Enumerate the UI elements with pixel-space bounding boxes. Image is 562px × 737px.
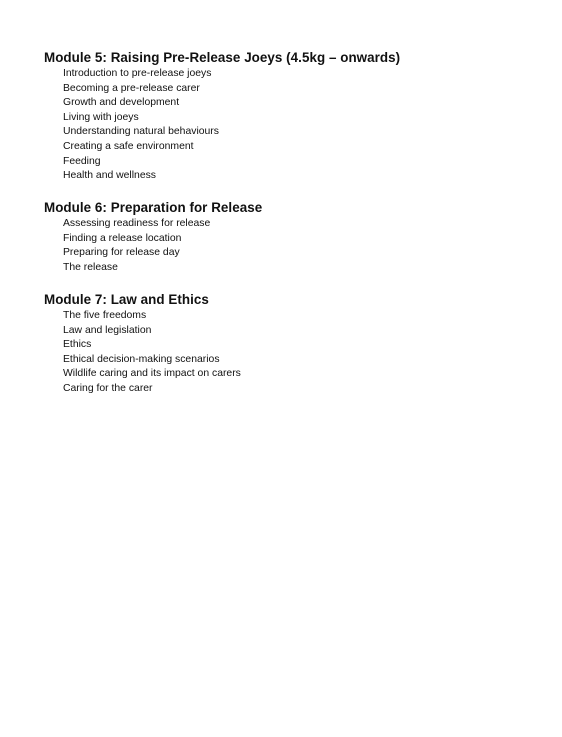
module-6-section	[44, 200, 544, 275]
module-7-section	[44, 292, 544, 397]
module-6-title: Module 6: Preparation for Release	[44, 200, 263, 215]
topic-item: The five freedoms	[63, 310, 147, 321]
topic-item: Health and wellness	[63, 170, 156, 182]
topic-item: Feeding	[63, 155, 101, 167]
module-7-topic-list	[44, 309, 544, 397]
topic-item: Assessing readiness for release	[63, 218, 211, 229]
module-6-topic-list	[44, 217, 544, 275]
topic-item: Living with joeys	[63, 111, 139, 123]
module-7-title: Module 7: Law and Ethics	[44, 292, 209, 307]
module-5-title: Module 5: Raising Pre-Release Joeys (4.5kg – onwards)	[44, 50, 401, 65]
topic-item: Wildlife caring and its impact on carers	[63, 368, 241, 380]
topic-item: Introduction to pre-release joeys	[63, 68, 212, 79]
topic-item: Ethics	[63, 339, 92, 351]
module-5-section	[44, 50, 544, 184]
topic-item: Growth and development	[63, 97, 180, 109]
topic-item: Becoming a pre-release carer	[63, 82, 200, 94]
topic-item: Ethical decision-making scenarios	[63, 353, 220, 365]
topic-item: Caring for the carer	[63, 382, 153, 394]
topic-item: Understanding natural behaviours	[63, 126, 219, 138]
topic-item: Preparing for release day	[63, 247, 180, 259]
topic-item: The release	[63, 261, 118, 273]
topic-item: Finding a release location	[63, 232, 182, 244]
topic-item: Law and legislation	[63, 324, 152, 336]
topic-item: Creating a safe environment	[63, 140, 194, 152]
module-5-topic-list	[44, 67, 544, 184]
